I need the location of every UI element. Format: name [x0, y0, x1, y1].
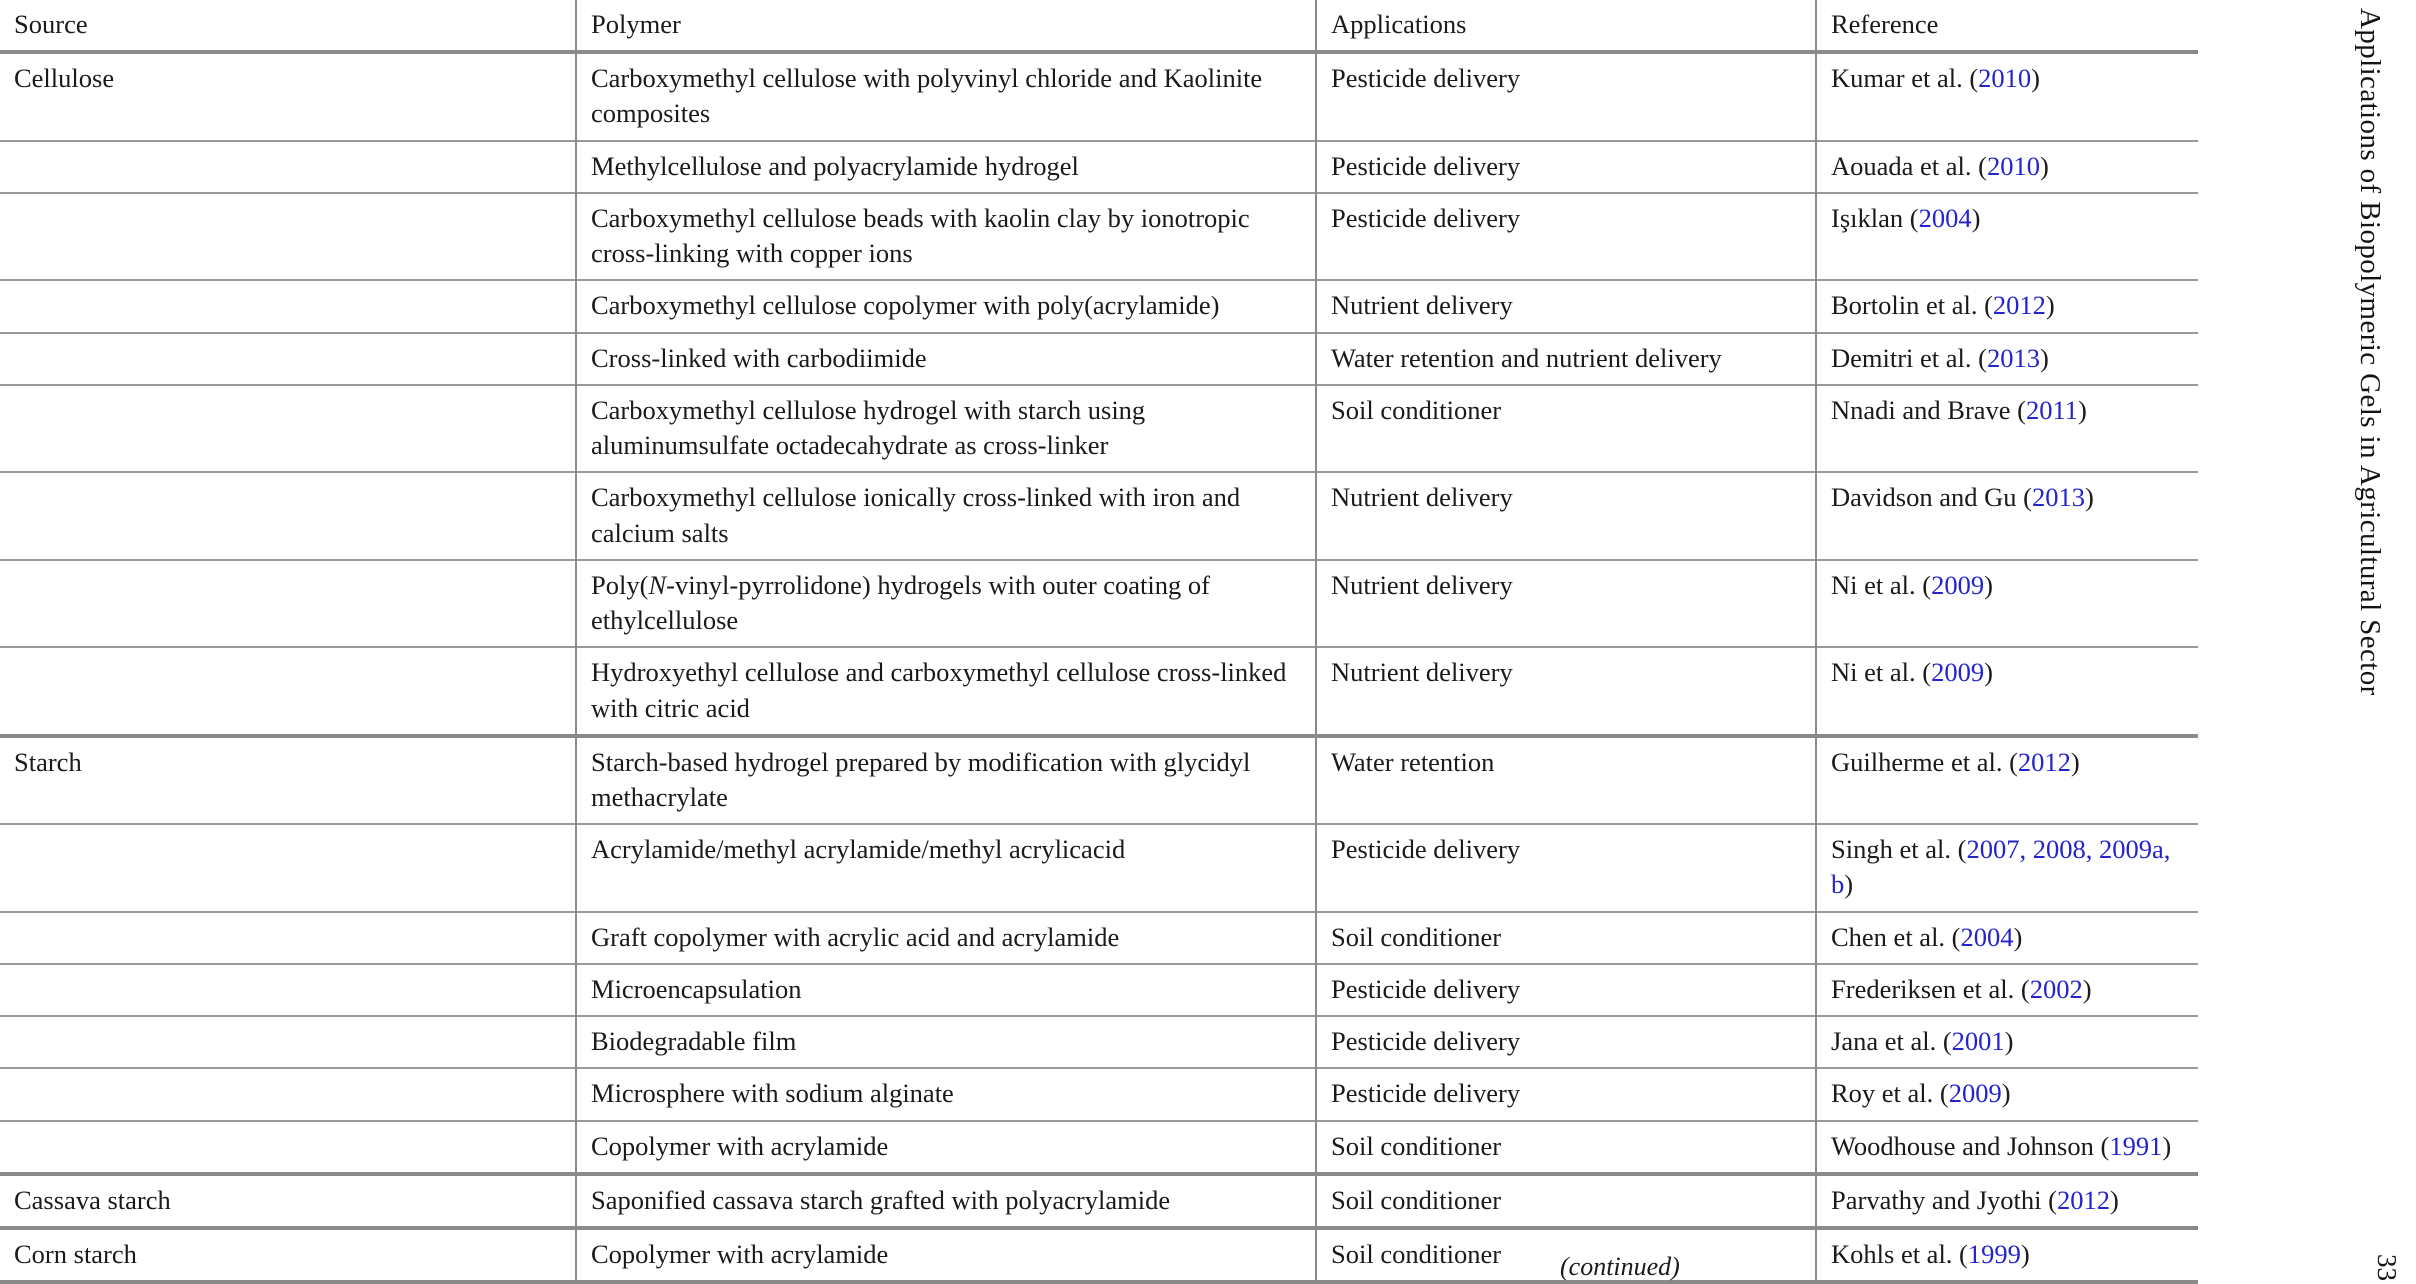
table-row	[0, 1121, 2198, 1174]
cell-source	[0, 280, 576, 332]
cell-polymer	[576, 193, 1316, 280]
cell-reference	[1816, 333, 2198, 385]
polymer-text: Copolymer with acrylamide	[591, 1239, 889, 1270]
reference-author: Frederiksen et al. (	[1831, 973, 2030, 1004]
citation-link[interactable]: 2001	[1951, 1026, 2005, 1057]
cell-source	[0, 560, 576, 647]
cell-polymer	[576, 333, 1316, 385]
citation-link[interactable]: 2012	[2056, 1184, 2110, 1215]
cell-reference	[1816, 52, 2198, 140]
cell-polymer	[576, 385, 1316, 472]
polymer-text: Starch-based hydrogel prepared by modification with glycidyl methacrylate	[591, 746, 1251, 812]
cell-polymer	[576, 472, 1316, 559]
cell-reference	[1816, 385, 2198, 472]
polymer-text: Carboxymethyl cellulose with polyvinyl chloride and Kaolinite composites	[591, 63, 1263, 129]
cell-polymer	[576, 647, 1316, 735]
table-row	[0, 333, 2198, 385]
citation-link[interactable]: 1999	[1967, 1239, 2021, 1270]
reference-author: Aouada et al. (	[1831, 150, 1987, 181]
table-row	[0, 912, 2198, 964]
cell-polymer	[576, 1174, 1316, 1228]
citation-link[interactable]: 2012	[2017, 746, 2071, 777]
citation-link[interactable]: 2013	[1987, 342, 2040, 373]
table-row	[0, 1016, 2198, 1068]
reference-tail: )	[2004, 1026, 2014, 1057]
polymer-text: Copolymer with acrylamide	[591, 1130, 889, 1161]
cell-applications: Nutrient delivery	[1316, 560, 1816, 647]
polymer-text: Microencapsulation	[591, 973, 802, 1004]
cell-applications: Pesticide delivery	[1316, 1068, 1816, 1120]
reference-author: Singh et al. (	[1831, 834, 1967, 865]
reference-author: Kumar et al. (	[1831, 63, 1979, 94]
citation-link[interactable]: 2009	[1931, 569, 1985, 600]
citation-link[interactable]: 2007, 2008, 2009a, b	[1831, 834, 2171, 900]
cell-source: Starch	[0, 736, 576, 824]
reference-tail: )	[2040, 342, 2049, 373]
polymer-text: Methylcellulose and polyacrylamide hydrogel	[591, 150, 1079, 181]
cell-reference	[1816, 736, 2198, 824]
cell-polymer	[576, 824, 1316, 911]
cell-source	[0, 1016, 576, 1068]
cell-source	[0, 964, 576, 1016]
table-row	[0, 1068, 2198, 1120]
citation-link[interactable]: 2010	[1978, 63, 2032, 94]
cell-applications: Soil conditioner	[1316, 1121, 1816, 1174]
table-row	[0, 964, 2198, 1016]
cell-source: Cellulose	[14, 63, 115, 94]
citation-link[interactable]: 2004	[1960, 921, 2014, 952]
cell-source	[0, 1068, 576, 1120]
cell-applications: Pesticide delivery	[1316, 141, 1816, 193]
reference-tail: )	[2020, 1239, 2030, 1270]
polymer-text: Hydroxyethyl cellulose and carboxymethyl cellulose cross-linked with citric acid	[591, 657, 1287, 723]
cell-source	[0, 647, 576, 735]
cell-reference	[1816, 1068, 2198, 1120]
cell-reference	[1816, 1121, 2198, 1174]
cell-source	[0, 141, 576, 193]
column-header-source: Source	[14, 9, 88, 39]
column-header-reference: Reference	[1816, 0, 2198, 52]
cell-reference	[1816, 912, 2198, 964]
cell-polymer	[576, 1068, 1316, 1120]
cell-polymer	[576, 560, 1316, 647]
reference-author: Woodhouse and Johnson (	[1831, 1130, 2110, 1161]
cell-applications: Soil conditioner	[1316, 1228, 1816, 1282]
reference-tail: )	[2084, 482, 2094, 513]
citation-link[interactable]: 2002	[2029, 973, 2083, 1004]
reference-author: Guilherme et al. (	[1831, 746, 2018, 777]
polymer-italic-text: N	[648, 569, 667, 600]
cell-applications: Nutrient delivery	[1316, 472, 1816, 559]
polymer-text: Saponified cassava starch grafted with polyacrylamide	[591, 1184, 1171, 1215]
polymer-text: Carboxymethyl cellulose ionically cross-linked with iron and calcium salts	[591, 482, 1241, 548]
reference-author: Bortolin et al. (	[1831, 290, 1993, 321]
reference-author: Parvathy and Jyothi (	[1831, 1184, 2057, 1215]
cell-polymer	[576, 912, 1316, 964]
reference-tail: )	[1844, 869, 1854, 900]
cell-reference	[1816, 141, 2198, 193]
cell-applications: Pesticide delivery	[1316, 824, 1816, 911]
reference-author: Ni et al. (	[1831, 657, 1932, 688]
polymer-text: Carboxymethyl cellulose beads with kaolin clay by ionotropic cross-linking with copper ions	[591, 202, 1250, 269]
table-row	[0, 472, 2198, 559]
cell-reference	[1816, 824, 2198, 911]
table-row	[0, 736, 2198, 824]
column-header-applications: Applications	[1316, 0, 1816, 52]
reference-author: Nnadi and Brave (	[1831, 394, 2026, 425]
table-row	[0, 141, 2198, 193]
citation-link[interactable]: 2010	[1987, 150, 2040, 181]
citation-link[interactable]: 2012	[1992, 290, 2046, 321]
table-row	[0, 52, 2198, 140]
reference-author: Işıklan (	[1831, 202, 1919, 233]
table-row	[0, 1174, 2198, 1228]
table-row	[0, 647, 2198, 735]
cell-polymer	[576, 736, 1316, 824]
polymer-text-tail: -vinyl-pyrrolidone) hydrogels with outer coating of ethylcellulose	[591, 569, 1210, 636]
citation-link[interactable]: 2009	[1931, 657, 1985, 688]
citation-link[interactable]: 2009	[1948, 1078, 2002, 1109]
cell-source: Corn starch	[0, 1228, 576, 1282]
cell-polymer	[576, 141, 1316, 193]
cell-reference	[1816, 1174, 2198, 1228]
citation-link[interactable]: 2011	[2026, 394, 2079, 425]
table-row	[0, 824, 2198, 911]
cell-reference	[1816, 1016, 2198, 1068]
cell-applications: Pesticide delivery	[1316, 964, 1816, 1016]
reference-tail: )	[2078, 394, 2087, 425]
reference-author: Demitri et al. (	[1831, 342, 1987, 373]
cell-reference	[1816, 560, 2198, 647]
column-header-polymer: Polymer	[576, 0, 1316, 52]
cell-polymer	[576, 52, 1316, 140]
reference-tail: )	[2109, 1184, 2119, 1215]
table-row	[0, 385, 2198, 472]
table-body	[0, 52, 2198, 1282]
polymer-text: Poly(	[591, 569, 649, 600]
reference-tail: )	[1984, 657, 1993, 688]
reference-author: Davidson and Gu (	[1831, 482, 2032, 513]
reference-author: Chen et al. (	[1831, 921, 1961, 952]
polymer-text: Carboxymethyl cellulose copolymer with poly(acrylamide)	[591, 290, 1220, 321]
cell-polymer	[576, 1228, 1316, 1282]
page-number: 33	[2372, 1254, 2402, 1281]
cell-applications: Pesticide delivery	[1316, 1016, 1816, 1068]
reference-tail: )	[1984, 569, 1993, 600]
reference-tail: )	[2040, 150, 2049, 181]
cell-reference	[1816, 280, 2198, 332]
cell-applications: Water retention	[1316, 736, 1816, 824]
cell-source	[0, 472, 576, 559]
reference-author: Kohls et al. (	[1831, 1239, 1968, 1270]
running-head	[2342, 0, 2402, 1282]
cell-reference	[1816, 1228, 2198, 1282]
polymer-text: Cross-linked with carbodiimide	[591, 342, 927, 373]
citation-link[interactable]: 2004	[1918, 202, 1972, 233]
table-row	[0, 560, 2198, 647]
reference-tail: )	[2082, 973, 2092, 1004]
reference-author: Ni et al. (	[1831, 569, 1932, 600]
cell-source	[0, 193, 576, 280]
polymer-text: Acrylamide/methyl acrylamide/methyl acrylicacid	[591, 834, 1126, 865]
cell-reference	[1816, 964, 2198, 1016]
cell-source	[0, 385, 576, 472]
cell-applications: Nutrient delivery	[1316, 647, 1816, 735]
running-head-text: Applications of Biopolymeric Gels in Agricultural Sector	[2354, 8, 2386, 696]
reference-author: Roy et al. (	[1831, 1078, 1949, 1109]
cell-polymer	[576, 280, 1316, 332]
cell-applications: Pesticide delivery	[1316, 193, 1816, 280]
continued-note: (continued)	[1560, 1252, 1680, 1281]
cell-source	[0, 1121, 576, 1174]
table-row	[0, 280, 2198, 332]
cell-applications: Pesticide delivery	[1316, 52, 1816, 140]
cell-applications: Soil conditioner	[1316, 1174, 1816, 1228]
cell-reference	[1816, 647, 2198, 735]
cell-applications: Water retention and nutrient delivery	[1316, 333, 1816, 385]
cell-source: Cassava starch	[0, 1174, 576, 1228]
citation-link[interactable]: 1991	[2109, 1130, 2163, 1161]
reference-tail: )	[2001, 1078, 2011, 1109]
reference-tail: )	[2031, 63, 2040, 94]
cell-source	[0, 333, 576, 385]
cell-source	[0, 824, 576, 911]
table-header	[0, 0, 2198, 52]
table-row	[0, 1228, 2198, 1282]
reference-tail: )	[2045, 290, 2055, 321]
reference-tail: )	[2070, 746, 2080, 777]
table-header-row	[0, 0, 2198, 52]
cell-reference	[1816, 472, 2198, 559]
reference-tail: )	[1971, 202, 1981, 233]
citation-link[interactable]: 2013	[2031, 482, 2085, 513]
table-row	[0, 193, 2198, 280]
cell-polymer	[576, 1121, 1316, 1174]
polymer-text: Biodegradable film	[591, 1026, 797, 1057]
polymer-text: Microsphere with sodium alginate	[591, 1078, 954, 1109]
cell-source	[0, 912, 576, 964]
reference-tail: )	[2162, 1130, 2172, 1161]
cell-polymer	[576, 964, 1316, 1016]
cell-reference	[1816, 193, 2198, 280]
polymer-text: Carboxymethyl cellulose hydrogel with starch using aluminumsulfate octadecahydrate as cross-linker	[591, 394, 1146, 461]
cell-polymer	[576, 1016, 1316, 1068]
polymer-text: Graft copolymer with acrylic acid and acrylamide	[591, 921, 1120, 952]
reference-tail: )	[2013, 921, 2023, 952]
cell-applications: Nutrient delivery	[1316, 280, 1816, 332]
reference-author: Jana et al. (	[1831, 1026, 1952, 1057]
cell-applications: Soil conditioner	[1316, 912, 1816, 964]
cell-applications: Soil conditioner	[1316, 385, 1816, 472]
